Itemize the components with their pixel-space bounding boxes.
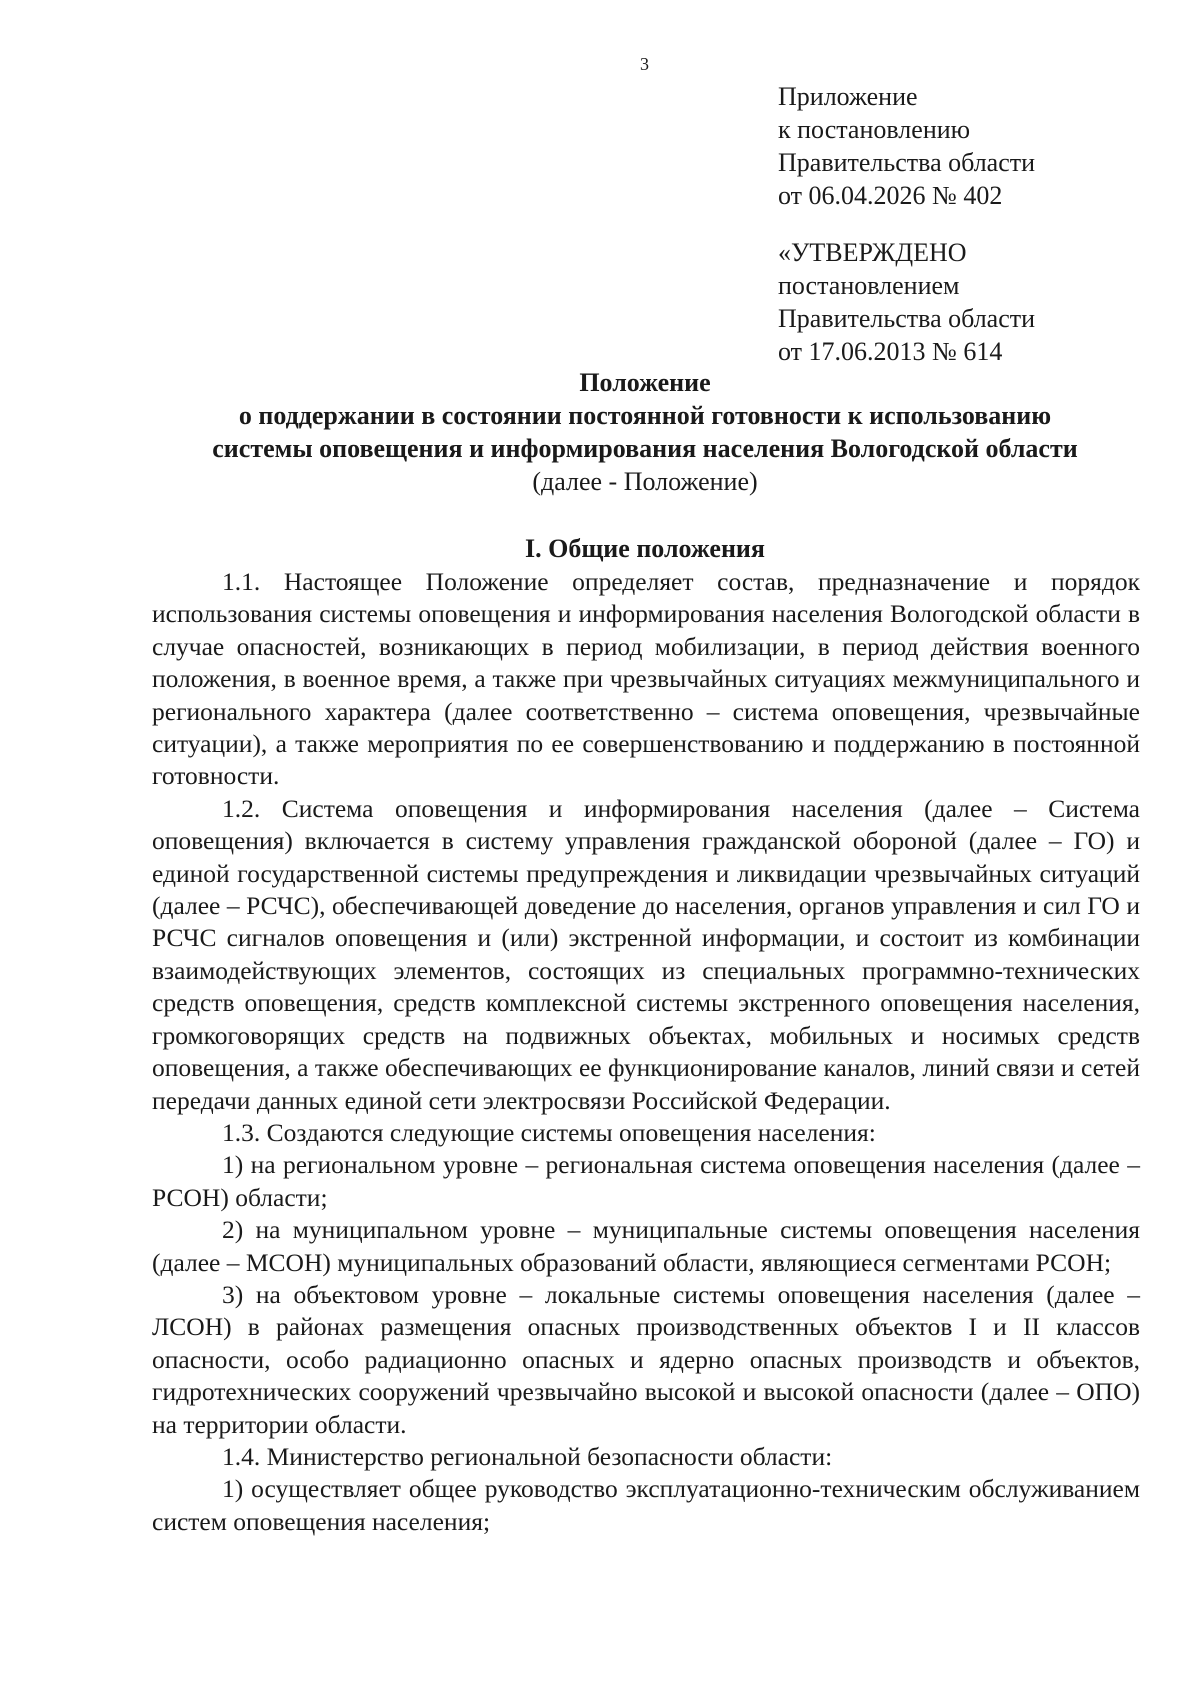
paragraph: 3) на объектовом уровне – локальные системы оповещения населения (далее – ЛСОН) в районах размещения опасных производственных объектов I и II классов опасности, особо радиационно опасных и ядерно опасных производств и объектов, гидротехнических сооружений чрезвычайно высокой и высокой опасности (далее – ОПО) на территории области. [152,1279,1140,1439]
paragraph: 1.3. Создаются следующие системы оповещения населения: [222,1117,876,1147]
paragraph: 1.4. Министерство региональной безопасности области: [222,1441,833,1471]
annex-line: Приложение [778,82,918,111]
paragraph: 1) осуществляет общее руководство эксплуатационно-техническим обслуживанием систем оповещения населения; [152,1474,1140,1536]
page-number: 3 [640,54,649,74]
paragraph: 1.2. Система оповещения и информирования населения (далее – Система оповещения) включается в систему управления гражданской обороной (далее – ГО) и единой государственной системы предупреждения и ликвидации чрезвычайных ситуаций (далее – РСЧС), обеспечивающей доведение до населения, органов управления и сил ГО и РСЧС сигналов оповещения и (или) экстренной информации, и состоит из комбинации взаимодействующих элементов, состоящих из специальных программно-технических средств оповещения, средств комплексной системы экстренного оповещения населения, громкоговорящих средств на подвижных объектах, мобильных и носимых средств оповещения, а также обеспечивающих ее функционирование каналов, линий связи и сетей передачи данных единой сети электросвязи Российской Федерации. [152,793,1140,1115]
title-line: системы оповещения и информирования населения Вологодской области [212,434,1078,463]
approved-line: от 17.06.2013 № 614 [778,337,1003,366]
section-heading: I. Общие положения [525,534,765,563]
annex-stamp [778,80,1035,212]
annex-line: Правительства области [778,148,1036,177]
paragraph: 1.1. Настоящее Положение определяет состав, предназначение и порядок использования системы оповещения и информирования населения Вологодской области в случае опасностей, возникающих в период мобилизации, в период действия военного положения, в военное время, а также при чрезвычайных ситуациях межмуниципального и регионального характера (далее соответственно – система оповещения, чрезвычайные ситуации), а также мероприятия по ее совершенствованию и поддержанию в постоянной готовности. [152,567,1140,791]
document-body [152,566,1140,1538]
paragraph: 1) на региональном уровне – региональная система оповещения населения (далее – РСОН) области; [152,1150,1140,1212]
approved-line: «УТВЕРЖДЕНО [778,238,967,267]
title-note: (далее - Положение) [532,467,758,496]
approved-line: Правительства области [778,304,1036,333]
paragraph: 2) на муниципальном уровне – муниципальные системы оповещения населения (далее – МСОН) муниципальных образований области, являющиеся сегментами РСОН; [152,1215,1140,1277]
approved-line: постановлением [778,271,960,300]
title-line: о поддержании в состоянии постоянной готовности к использованию [238,401,1052,430]
annex-line: к постановлению [778,115,971,144]
document-title [150,366,1140,498]
approved-stamp [778,236,1035,368]
title-heading: Положение [579,368,711,397]
annex-line: от 06.04.2026 № 402 [778,181,1003,210]
